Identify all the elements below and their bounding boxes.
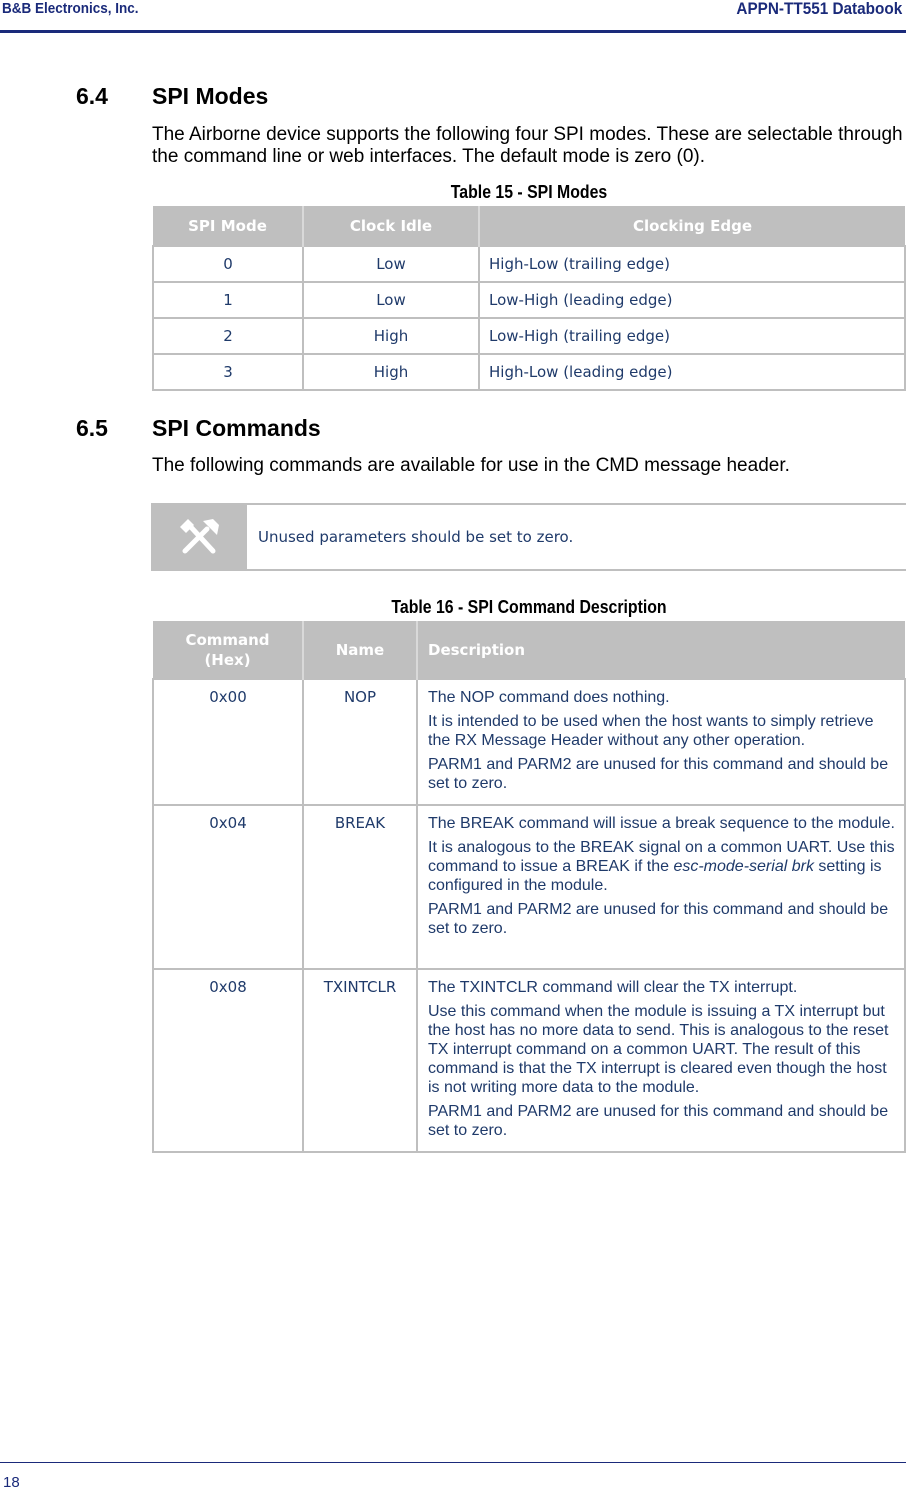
table-cell: Low-High (trailing edge) bbox=[479, 318, 905, 354]
page-number: 18 bbox=[3, 1474, 20, 1491]
description-paragraph: Use this command when the module is issuing a TX interrupt but the host has no more data to send. This is analogous to the reset TX interrupt command on a common UART. The result of this command is that the TX interrupt is cleared even though the host is not writing more data to the module. bbox=[428, 1003, 889, 1096]
column-header: Description bbox=[417, 621, 905, 679]
table-cell: Low bbox=[303, 282, 479, 318]
table-cell: 0 bbox=[153, 246, 303, 282]
table-header-row bbox=[153, 206, 905, 246]
command-description bbox=[417, 805, 905, 969]
command-description bbox=[417, 679, 905, 805]
table-cell: 1 bbox=[153, 282, 303, 318]
description-paragraph bbox=[428, 838, 900, 895]
description-paragraph: PARM1 and PARM2 are unused for this command and should be set to zero. bbox=[428, 901, 889, 937]
table-row bbox=[153, 679, 905, 805]
table-cell: High-Low (leading edge) bbox=[479, 354, 905, 390]
command-code: 0x04 bbox=[153, 805, 303, 969]
note-box bbox=[151, 503, 906, 571]
command-name: TXINTCLR bbox=[303, 969, 417, 1152]
table-cell: High bbox=[303, 318, 479, 354]
table-cell: Low bbox=[303, 246, 479, 282]
table-row bbox=[153, 805, 905, 969]
description-paragraph: PARM1 and PARM2 are unused for this command and should be set to zero. bbox=[428, 756, 889, 792]
column-header: Clock Idle bbox=[303, 206, 479, 246]
section-paragraph: The following commands are available for use in the CMD message header. bbox=[152, 455, 790, 476]
section-title: SPI Modes bbox=[152, 83, 269, 109]
section-title: SPI Commands bbox=[152, 415, 321, 441]
section-number: 6.4 bbox=[76, 83, 108, 109]
table-caption: Table 16 - SPI Command Description bbox=[391, 597, 667, 617]
table-cell: 3 bbox=[153, 354, 303, 390]
table-cell: Low-High (leading edge) bbox=[479, 282, 905, 318]
description-text: setting is configured in the module. bbox=[428, 858, 882, 894]
table-cell: 2 bbox=[153, 318, 303, 354]
description-paragraph: It is intended to be used when the host wants to simply retrieve the RX Message Header without any other operation. bbox=[428, 713, 874, 749]
table-cell: High-Low (trailing edge) bbox=[479, 246, 905, 282]
command-name: NOP bbox=[303, 679, 417, 805]
description-paragraph: The TXINTCLR command will clear the TX interrupt. bbox=[428, 979, 798, 996]
table-cell: High bbox=[303, 354, 479, 390]
column-header: SPI Mode bbox=[153, 206, 303, 246]
description-paragraph: The BREAK command will issue a break sequence to the module. bbox=[428, 815, 895, 832]
column-header: Name bbox=[303, 621, 417, 679]
company-name: B&B Electronics, Inc. bbox=[2, 0, 139, 17]
column-header: Command (Hex) bbox=[153, 621, 303, 679]
description-text: It is analogous to the BREAK signal on a common UART. Use this command to issue a BREAK if the bbox=[428, 839, 895, 875]
setting-name: esc-mode-serial brk bbox=[673, 858, 814, 875]
description-paragraph: The NOP command does nothing. bbox=[428, 689, 670, 706]
column-header: Clocking Edge bbox=[479, 206, 905, 246]
footer-rule bbox=[0, 1462, 906, 1463]
note-icon-panel bbox=[151, 505, 247, 569]
document-title: APPN-TT551 Databook bbox=[736, 0, 902, 18]
page-header bbox=[0, 0, 906, 33]
command-code: 0x00 bbox=[153, 679, 303, 805]
table-caption: Table 15 - SPI Modes bbox=[450, 182, 608, 202]
section-paragraph: The Airborne device supports the following four SPI modes. These are selectable through the command line or web interfaces. The default mode is zero (0). bbox=[152, 124, 903, 167]
section-number: 6.5 bbox=[76, 415, 108, 441]
table-row bbox=[153, 318, 905, 354]
command-name: BREAK bbox=[303, 805, 417, 969]
note-text: Unused parameters should be set to zero. bbox=[258, 528, 574, 546]
tools-icon bbox=[177, 517, 221, 557]
table-row bbox=[153, 969, 905, 1152]
table-row bbox=[153, 354, 905, 390]
table-row bbox=[153, 282, 905, 318]
table-row bbox=[153, 246, 905, 282]
table-header-row bbox=[153, 621, 905, 679]
command-description bbox=[417, 969, 905, 1152]
command-code: 0x08 bbox=[153, 969, 303, 1152]
spi-modes-table bbox=[152, 206, 906, 391]
spi-command-table bbox=[152, 621, 906, 1153]
description-paragraph: PARM1 and PARM2 are unused for this command and should be set to zero. bbox=[428, 1103, 889, 1139]
